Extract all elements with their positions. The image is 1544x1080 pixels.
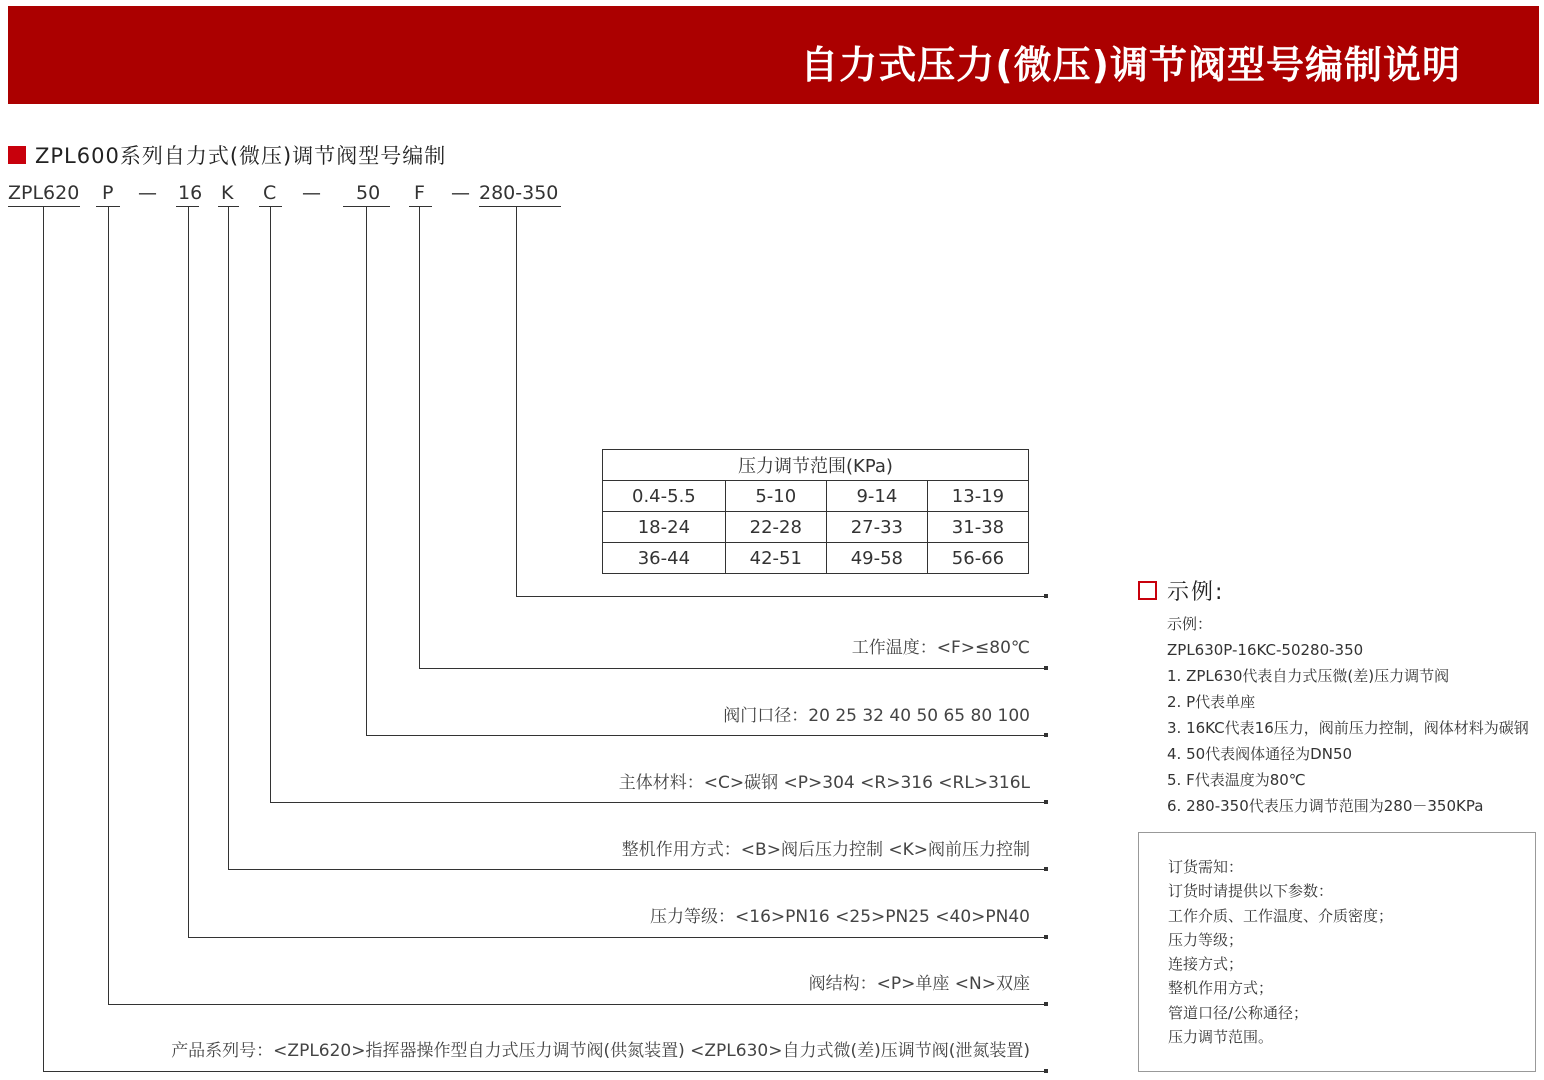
list-item: 整机作用方式； <box>1168 979 1274 998</box>
code-action: K <box>221 182 234 204</box>
table-cell: 0.4-5.5 <box>603 481 726 512</box>
leader-line-action <box>228 207 229 869</box>
line-end-dot <box>1044 666 1048 670</box>
leader-line-pressure <box>188 207 189 937</box>
line-end-dot <box>1044 594 1048 598</box>
code-range: 280-350 <box>479 182 559 204</box>
list-item: 订货时请提供以下参数： <box>1168 882 1334 901</box>
desc-structure: 阀结构：<P>单座 <N>双座 <box>808 974 1030 994</box>
square-bullet-icon <box>8 146 26 164</box>
section-heading <box>8 141 446 169</box>
leader-line-diameter <box>366 735 1046 736</box>
list-item: 4. 50代表阀体通径为DN50 <box>1167 745 1353 763</box>
list-item: 1. ZPL630代表自力式压微(差)压力调节阀 <box>1167 667 1450 685</box>
leader-line-series <box>43 207 44 1071</box>
code-material: C <box>263 182 277 204</box>
leader-line-material <box>270 802 1046 803</box>
table-cell: 5-10 <box>725 481 826 512</box>
table-row <box>603 543 1029 574</box>
pressure-range-table <box>602 449 1029 574</box>
notice-list <box>1168 855 1393 1049</box>
table-cell: 22-28 <box>725 512 826 543</box>
table-cell: 18-24 <box>603 512 726 543</box>
table-row <box>603 481 1029 512</box>
line-end-dot <box>1044 867 1048 871</box>
table-cell: 27-33 <box>826 512 927 543</box>
table-cell: 49-58 <box>826 543 927 574</box>
list-item: 压力调节范围。 <box>1168 1028 1274 1047</box>
table-row <box>603 512 1029 543</box>
list-item: 工作介质、工作温度、介质密度； <box>1168 906 1394 925</box>
leader-line-material <box>270 207 271 802</box>
example-list <box>1167 611 1529 819</box>
leader-line-structure <box>108 1004 1046 1005</box>
leader-line-action <box>228 869 1046 870</box>
example-title: 示例: <box>1167 579 1225 605</box>
section-title: ZPL600系列自力式(微压)调节阀型号编制 <box>35 144 447 168</box>
desc-material: 主体材料：<C>碳钢 <P>304 <R>316 <RL>316L <box>618 773 1030 793</box>
code-series: ZPL620 <box>8 182 80 204</box>
code-dash: — <box>451 182 470 204</box>
code-underline <box>409 206 432 207</box>
line-end-dot <box>1044 733 1048 737</box>
list-item: 5. F代表温度为80℃ <box>1167 771 1306 789</box>
list-item: 连接方式； <box>1168 955 1244 974</box>
example-heading <box>1138 575 1224 605</box>
code-underline <box>8 206 80 207</box>
line-end-dot <box>1044 800 1048 804</box>
table-cell: 36-44 <box>603 543 726 574</box>
header-banner <box>8 6 1539 104</box>
desc-temperature: 工作温度：<F>≤80℃ <box>851 638 1030 658</box>
table-cell: 31-38 <box>927 512 1028 543</box>
leader-line-range <box>516 207 517 596</box>
leader-line-series <box>43 1071 1046 1072</box>
list-item: 管道口径/公称通径； <box>1168 1003 1309 1022</box>
leader-line-diameter <box>366 207 367 735</box>
list-item: 6. 280-350代表压力调节范围为280－350KPa <box>1167 797 1484 815</box>
ordering-notice-box <box>1138 832 1536 1072</box>
leader-line-temperature <box>419 207 420 668</box>
leader-line-pressure <box>188 937 1046 938</box>
desc-action: 整机作用方式：<B>阀后压力控制 <K>阀前压力控制 <box>621 840 1030 860</box>
desc-series: 产品系列号：<ZPL620>指挥器操作型自力式压力调节阀(供氮装置) <ZPL630>自力式微(差)压调节阀(泄氮装置) <box>171 1041 1030 1061</box>
table-title: 压力调节范围(KPa) <box>603 450 1029 481</box>
line-end-dot <box>1044 1002 1048 1006</box>
leader-line-structure <box>108 207 109 1004</box>
table-cell: 13-19 <box>927 481 1028 512</box>
line-end-dot <box>1044 935 1048 939</box>
table-cell: 42-51 <box>725 543 826 574</box>
list-item: 压力等级； <box>1168 930 1244 949</box>
list-item: 订货需知： <box>1168 858 1244 876</box>
list-item: 3. 16KC代表16压力，阀前压力控制，阀体材料为碳钢 <box>1167 719 1529 737</box>
square-outline-icon <box>1138 581 1157 600</box>
code-dash: — <box>138 182 157 204</box>
code-structure: P <box>102 182 114 204</box>
list-item: 示例： <box>1167 615 1213 633</box>
page-title: 自力式压力(微压)调节阀型号编制说明 <box>800 43 1461 87</box>
code-temperature: F <box>414 182 425 204</box>
desc-diameter: 阀门口径：20 25 32 40 50 65 80 100 <box>723 706 1030 726</box>
code-dash: — <box>302 182 321 204</box>
desc-pressure: 压力等级：<16>PN16 <25>PN25 <40>PN40 <box>650 907 1030 927</box>
table-cell: 56-66 <box>927 543 1028 574</box>
leader-line-range <box>516 596 1046 597</box>
code-underline <box>479 206 561 207</box>
leader-line-temperature <box>419 668 1046 669</box>
list-item: 2. P代表单座 <box>1167 693 1256 711</box>
list-item: ZPL630P-16KC-50280-350 <box>1167 641 1364 659</box>
line-end-dot <box>1044 1069 1048 1073</box>
table-cell: 9-14 <box>826 481 927 512</box>
code-pressure: 16 <box>178 182 203 204</box>
code-diameter: 50 <box>356 182 381 204</box>
